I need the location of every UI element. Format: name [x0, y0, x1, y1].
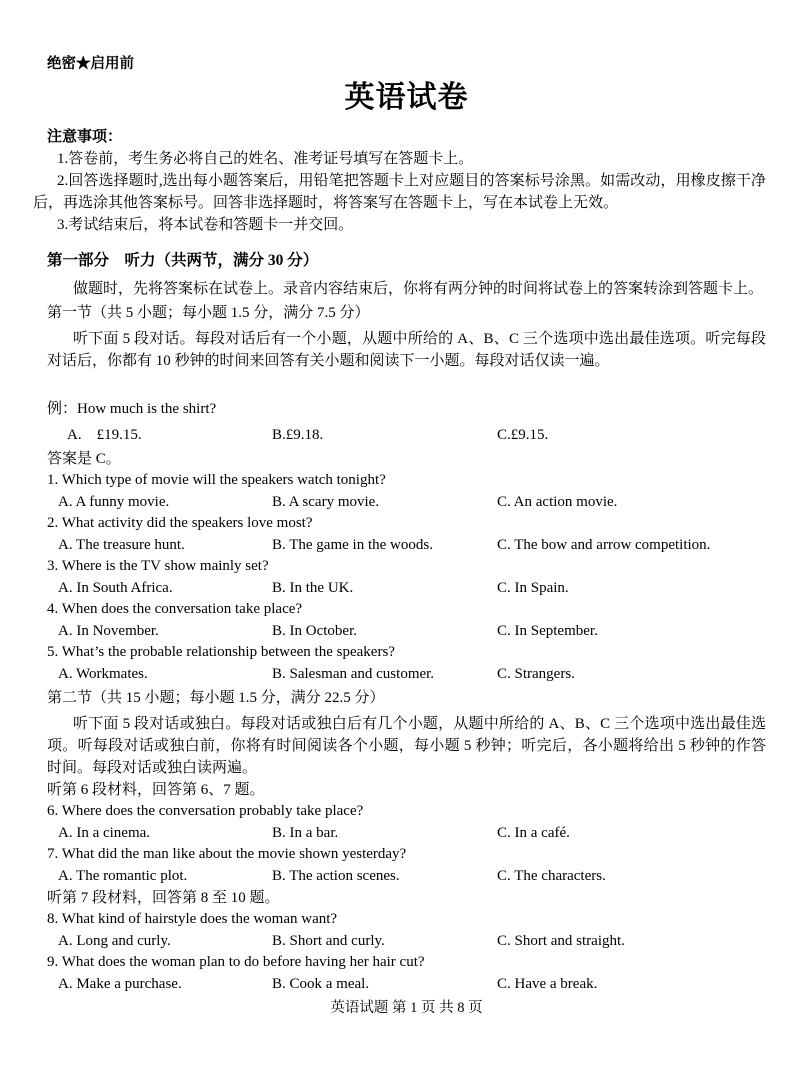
option-b: B. The action scenes. — [272, 867, 400, 884]
question-5 — [47, 642, 766, 685]
option-c: C. An action movie. — [497, 493, 618, 510]
question-text: 7. What did the man like about the movie shown yesterday? — [47, 846, 407, 862]
notice-item-1: 1.答卷前，考生务必将自己的姓名、准考证号填写在答题卡上。 — [57, 151, 474, 167]
option-a: A. The treasure hunt. — [58, 536, 185, 553]
notice-item-2: 2.回答选择题时,选出每小题答案后，用铅笔把答题卡上对应题目的答案标号涂黑。如需改动，用橡皮擦干净后，再选涂其他答案标号。回答非选择题时，将答案写在答题卡上，写在本试卷上无效。 — [33, 173, 766, 211]
section1-instructions: 听下面 5 段对话。每段对话后有一个小题，从题中所给的 A、B、C 三个选项中选出最佳选项。听完每段对话后，你都有 10 秒钟的时间来回答有关小题和阅读下一小题。每段对话仅读一遍。 — [47, 331, 766, 369]
section2-heading: 第二节（共 15 小题；每小题 1.5 分，满分 22.5 分） — [47, 690, 385, 706]
question-text: 9. What does the woman plan to do before having her hair cut? — [47, 954, 425, 970]
option-a: A. In November. — [58, 622, 159, 639]
material-note-7: 听第 7 段材料，回答第 8 至 10 题。 — [47, 890, 280, 906]
question-1 — [47, 470, 766, 513]
option-a: A. In South Africa. — [58, 579, 173, 596]
example-prompt: 例：How much is the shirt? — [47, 401, 217, 417]
section2-instructions: 听下面 5 段对话或独白。每段对话或独白后有几个小题，从题中所给的 A、B、C 三个选项中选出最佳选项。听每段对话或独白前，你将有时间阅读各个小题，每小题 5 秒钟；听完后，各小题将给出 5 秒钟的作答时间。每段对话或独白读两遍。 — [47, 716, 766, 776]
example-option-b: B.£9.18. — [272, 427, 324, 443]
question-4 — [47, 599, 766, 642]
option-a: A. A funny movie. — [58, 493, 170, 510]
question-text: 5. What’s the probable relationship between the speakers? — [47, 644, 395, 660]
option-c: C. Strangers. — [497, 665, 575, 682]
part1-intro: 做题时，先将答案标在试卷上。录音内容结束后，你将有两分钟的时间将试卷上的答案转涂到答题卡上。 — [73, 281, 764, 297]
question-text: 8. What kind of hairstyle does the woman want? — [47, 911, 338, 927]
option-b: B. Cook a meal. — [272, 975, 370, 992]
option-b: B. A scary movie. — [272, 493, 380, 510]
question-options — [58, 823, 766, 845]
example-option-a: A. £19.15. — [67, 427, 142, 443]
question-8 — [47, 909, 766, 952]
part1-heading: 第一部分 听力（共两节，满分 30 分） — [47, 252, 319, 269]
question-options — [58, 492, 766, 514]
example-block — [47, 398, 766, 470]
exam-title: 英语试卷 — [344, 81, 469, 114]
option-a: A. Long and curly. — [58, 932, 171, 949]
question-options — [58, 664, 766, 686]
question-options — [58, 866, 766, 888]
example-answer: 答案是 C。 — [47, 451, 121, 467]
option-b: B. Salesman and customer. — [272, 665, 435, 682]
question-options — [58, 974, 766, 996]
option-c: C. Have a break. — [497, 975, 598, 992]
notice-item-3: 3.考试结束后，将本试卷和答题卡一并交回。 — [57, 217, 354, 233]
option-c: C. The bow and arrow competition. — [497, 536, 711, 553]
option-b: B. In the UK. — [272, 579, 354, 596]
material-note-6: 听第 6 段材料，回答第 6、7 题。 — [47, 782, 265, 798]
question-options — [58, 535, 766, 557]
question-options — [58, 578, 766, 600]
question-text: 2. What activity did the speakers love most? — [47, 515, 313, 531]
question-options — [58, 931, 766, 953]
question-text: 1. Which type of movie will the speakers watch tonight? — [47, 472, 386, 488]
question-2 — [47, 513, 766, 556]
question-9 — [47, 952, 766, 995]
example-options — [67, 424, 766, 446]
example-option-c: C.£9.15. — [497, 427, 549, 443]
option-a: A. Workmates. — [58, 665, 148, 682]
option-b: B. Short and curly. — [272, 932, 385, 949]
question-options — [58, 621, 766, 643]
classification-label: 绝密★启用前 — [47, 56, 134, 72]
page-footer: 英语试题 第 1 页 共 8 页 — [330, 1000, 483, 1016]
option-c: C. Short and straight. — [497, 932, 625, 949]
question-3 — [47, 556, 766, 599]
question-text: 4. When does the conversation take place? — [47, 601, 303, 617]
option-c: C. The characters. — [497, 867, 606, 884]
option-c: C. In September. — [497, 622, 598, 639]
option-a: A. Make a purchase. — [58, 975, 182, 992]
option-b: B. In a bar. — [272, 824, 339, 841]
option-b: B. The game in the woods. — [272, 536, 433, 553]
option-b: B. In October. — [272, 622, 357, 639]
question-6 — [47, 801, 766, 844]
option-a: A. In a cinema. — [58, 824, 151, 841]
option-c: C. In Spain. — [497, 579, 569, 596]
question-text: 6. Where does the conversation probably take place? — [47, 803, 364, 819]
question-text: 3. Where is the TV show mainly set? — [47, 558, 269, 574]
notice-heading: 注意事项： — [47, 129, 123, 145]
option-a: A. The romantic plot. — [58, 867, 188, 884]
question-7 — [47, 844, 766, 887]
option-c: C. In a café. — [497, 824, 570, 841]
section1-heading: 第一节（共 5 小题；每小题 1.5 分，满分 7.5 分） — [47, 305, 370, 321]
